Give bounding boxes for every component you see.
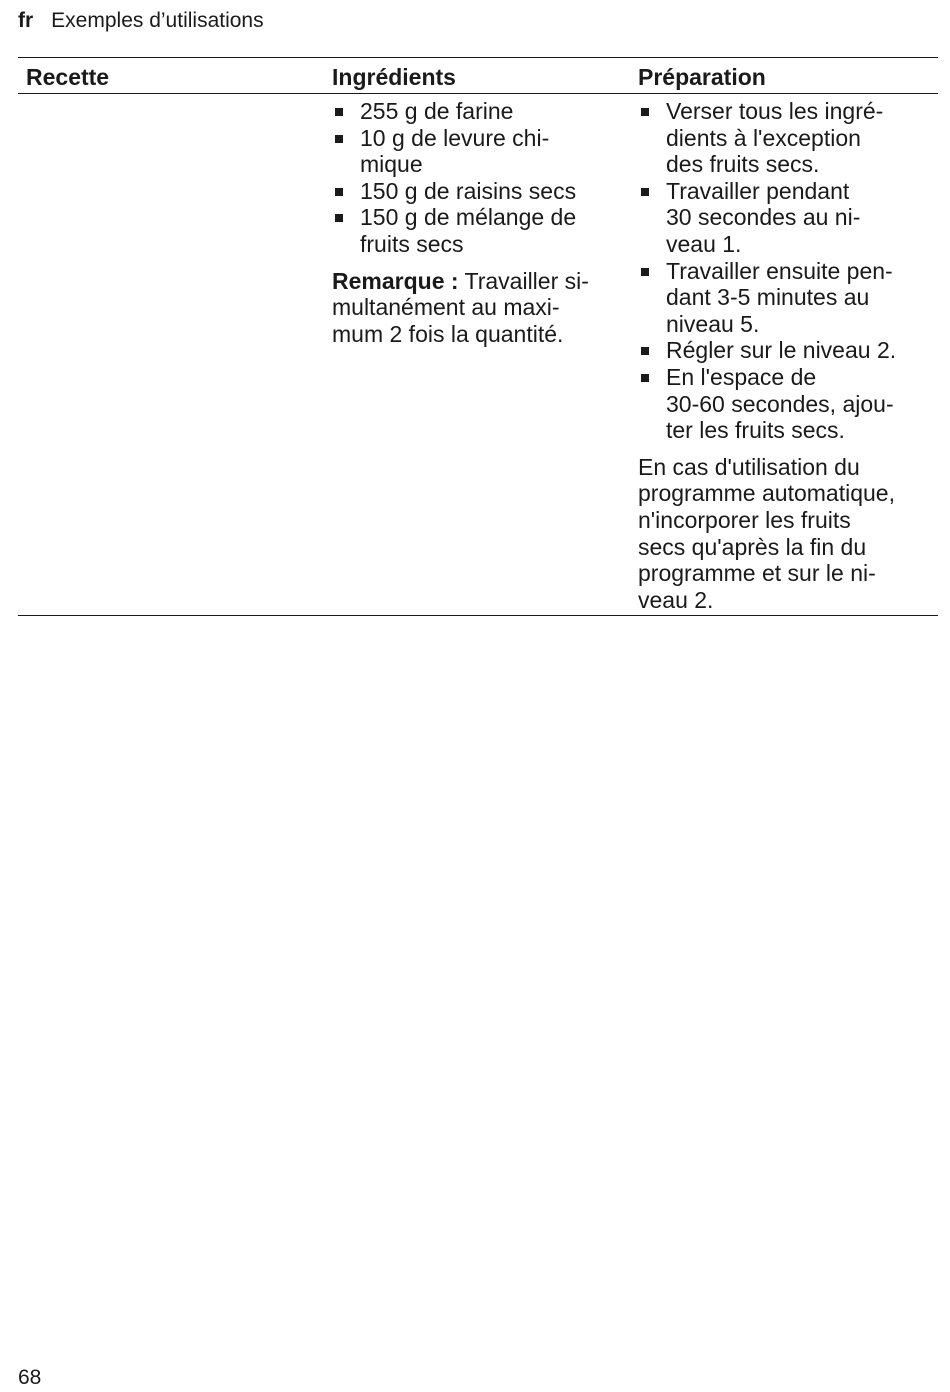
ingredient-text: 255 g de farine — [360, 98, 514, 124]
list-item — [638, 258, 938, 338]
bullet-square-icon — [641, 108, 649, 116]
column-header-preparation: Préparation — [638, 63, 766, 90]
bullet-square-icon — [335, 135, 343, 143]
list-item — [638, 364, 938, 444]
list-item — [332, 204, 630, 257]
step-text: Régler sur le niveau 2. — [666, 337, 897, 364]
step-text: Verser tous les ingré- dients à l'exception des fruits secs. — [666, 98, 884, 178]
section-title: Exemples d’utilisations — [51, 9, 264, 32]
bullet-square-icon — [335, 188, 343, 196]
list-item — [638, 98, 938, 178]
list-item — [638, 337, 938, 364]
ingredient-text: 150 g de mélange de fruits secs — [360, 204, 577, 257]
ingredient-text: 150 g de raisins secs — [360, 177, 577, 204]
list-item — [332, 98, 630, 125]
bullet-square-icon — [641, 374, 649, 382]
step-text: Travailler pendant 30 secondes au ni- veau 1. — [666, 177, 861, 257]
page-number: 68 — [18, 1366, 42, 1389]
preparation-note: En cas d'utilisation du programme automatique, n'incorporer les fruits secs qu'après la fin du programme et sur le ni- veau 2. — [638, 453, 895, 613]
column-header-ingredients: Ingrédients — [332, 63, 456, 90]
preparation-list — [638, 98, 938, 444]
list-item — [332, 125, 630, 178]
language-code: fr — [18, 9, 34, 32]
bullet-square-icon — [641, 347, 649, 355]
table-row — [18, 94, 938, 615]
ingredients-list — [332, 98, 630, 258]
bullet-square-icon — [335, 108, 343, 116]
page-header — [18, 8, 264, 34]
ingredient-text: 10 g de levure chi- mique — [360, 124, 550, 178]
column-header-recette: Recette — [26, 63, 110, 90]
cell-preparation — [630, 98, 938, 613]
bullet-square-icon — [641, 188, 649, 196]
step-text: En l'espace de 30-60 secondes, ajou- ter les fruits secs. — [666, 363, 894, 444]
note-text: Travailler si- multanément au maxi- mum 2 fois la quantité. — [332, 267, 589, 347]
cell-ingredients — [324, 98, 630, 613]
cell-recette — [18, 98, 324, 613]
table-header-row — [18, 58, 938, 94]
step-text: Travailler ensuite pen- dant 3-5 minutes au niveau 5. — [666, 257, 893, 337]
list-item — [332, 178, 630, 205]
recipe-table — [18, 57, 938, 616]
note-label: Remarque : — [332, 267, 459, 294]
bullet-square-icon — [641, 268, 649, 276]
list-item — [638, 178, 938, 258]
bullet-square-icon — [335, 214, 343, 222]
remarque-note — [332, 268, 616, 348]
